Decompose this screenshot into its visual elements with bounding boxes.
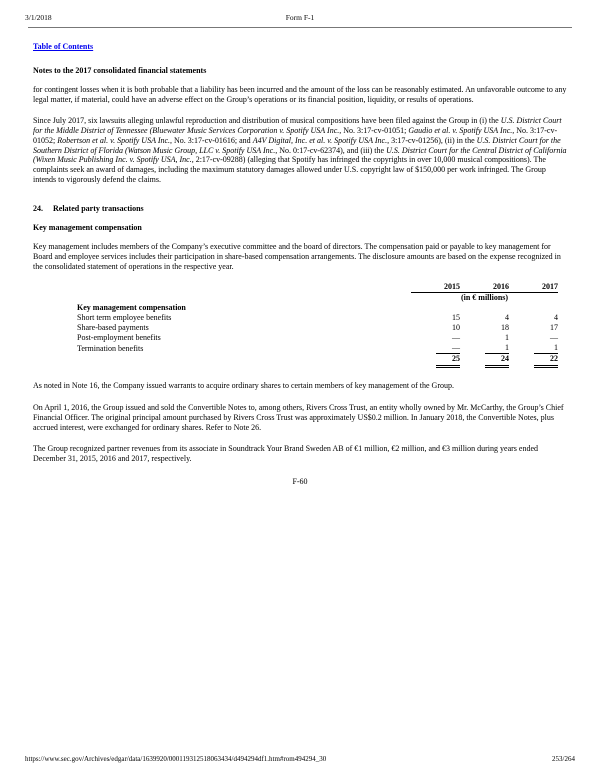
paragraph-note-16: As noted in Note 16, the Company issued warrants to acquire ordinary shares to certain members of key management of the Group. bbox=[33, 381, 454, 391]
section-number: 24. bbox=[33, 204, 43, 214]
cell-2015: 15 bbox=[452, 313, 460, 323]
paragraph-contingent-losses: for contingent losses when it is both probable that a liability has been incurred and the amount of the loss can be reasonably estimated. An unfavorable outcome to any legal matter, if material, could have an adverse effect on the Group’s operations or its financial position, liquidity, or results of operations. bbox=[33, 85, 567, 104]
print-header bbox=[0, 0, 600, 23]
table-row bbox=[77, 323, 558, 333]
paragraph-key-management: Key management includes members of the Company’s executive committee and the board of directors. The compensation paid or payable to key management for Board and employee services includes their participation in share-based compensation arrangements. The disclosure amounts are based on the expense recognized in the consolidated statement of operations in the respective year. bbox=[33, 242, 561, 271]
table-total-row bbox=[77, 354, 558, 368]
group-label: Key management compensation bbox=[77, 303, 186, 313]
total-2016: 24 bbox=[485, 354, 509, 368]
cell-2017: — bbox=[550, 333, 558, 343]
key-management-compensation-heading: Key management compensation bbox=[33, 223, 142, 233]
total-2017: 22 bbox=[534, 354, 558, 368]
table-row bbox=[77, 343, 558, 354]
print-footer bbox=[25, 755, 575, 763]
cell-2015: — bbox=[452, 333, 460, 343]
row-label: Short term employee benefits bbox=[77, 313, 172, 323]
table-header-row bbox=[77, 282, 558, 293]
document-title: Form F-1 bbox=[285, 13, 315, 22]
table-row bbox=[77, 313, 558, 323]
year-column-2017: 2017 bbox=[509, 282, 558, 293]
document-page-number: F-60 bbox=[292, 476, 308, 486]
cell-2016: 18 bbox=[501, 323, 509, 333]
cell-2016: 1 bbox=[485, 343, 509, 354]
section-24-heading bbox=[33, 204, 567, 213]
page-content bbox=[33, 28, 567, 486]
cell-2016: 4 bbox=[505, 313, 509, 323]
table-units-row bbox=[77, 293, 558, 304]
paragraph-convertible-notes: On April 1, 2016, the Group issued and sold the Convertible Notes to, among others, Rivers Cross Trust, an entity wholly owned by Mr. McCarthy, the Group’s Chief Financial Officer. The original principal amount purchased by Rivers Cross Trust was approximately US$0.2 million. In January 2018, the Convertible Notes, plus accrued interest, were exchanged for ordinary shares. Refer to Note 26. bbox=[33, 403, 564, 432]
cell-2016: 1 bbox=[505, 333, 509, 343]
cell-2017: 17 bbox=[550, 323, 558, 333]
cell-2017: 4 bbox=[554, 313, 558, 323]
table-row bbox=[77, 333, 558, 343]
paragraph-lawsuits: Since July 2017, six lawsuits alleging unlawful reproduction and distribution of musical compositions have been filed against the Group in (i) the U.S. District Court for the Middle District of Tennessee (Bluewater Music Services Corporation v. Spotify USA Inc., No. 3:17-cv-01051; Gaudio et al. v. Spotify USA Inc., No. 3:17-cv-01052; Robertson et al. v. Spotify USA Inc., No. 3:17-cv-01616; and A4V Digital, Inc. et al. v. Spotify USA Inc., 3:17-cv-01256), (ii) in the U.S. District Court for the Southern District of Florida (Watson Music Group, LLC v. Spotify USA Inc., No. 0:17-cv-62374), and (iii) the U.S. District Court for the Central District of California (Wixen Music Publishing Inc. v. Spotify USA, Inc., 2:17-cv-09288) (alleging that Spotify has infringed the copyrights in over 10,000 musical compositions). The complaints seek an award of damages, including the maximum statutory damages allowed under U.S. copyright law of $150,000 per work infringed. The Group intends to vigorously defend the claims. bbox=[33, 116, 567, 184]
footer-url: https://www.sec.gov/Archives/edgar/data/1639920/000119312518063434/d494294df1.htm#rom494294_30 bbox=[25, 755, 327, 763]
year-column-2016: 2016 bbox=[460, 282, 509, 293]
key-management-compensation-table bbox=[77, 282, 558, 368]
footer-page-indicator: 253/264 bbox=[552, 755, 575, 763]
table-group-row bbox=[77, 303, 558, 313]
row-label: Termination benefits bbox=[77, 344, 144, 354]
notes-heading: Notes to the 2017 consolidated financial statements bbox=[33, 66, 207, 75]
table-of-contents-link[interactable]: Table of Contents bbox=[33, 42, 94, 51]
row-label: Share-based payments bbox=[77, 323, 149, 333]
cell-2015: 10 bbox=[452, 323, 460, 333]
paragraph-partner-revenues: The Group recognized partner revenues from its associate in Soundtrack Your Brand Sweden AB of €1 million, €2 million, and €3 million during years ended December 31, 2015, 2016 and 2017, respectively. bbox=[33, 444, 539, 463]
units-note: (in € millions) bbox=[460, 293, 509, 303]
row-label: Post-employment benefits bbox=[77, 333, 161, 343]
cell-2017: 1 bbox=[534, 343, 558, 354]
total-2015: 25 bbox=[436, 354, 460, 368]
section-title: Related party transactions bbox=[53, 204, 144, 214]
year-column-2015: 2015 bbox=[411, 282, 460, 293]
cell-2015: — bbox=[436, 343, 460, 354]
print-date: 3/1/2018 bbox=[25, 13, 52, 22]
